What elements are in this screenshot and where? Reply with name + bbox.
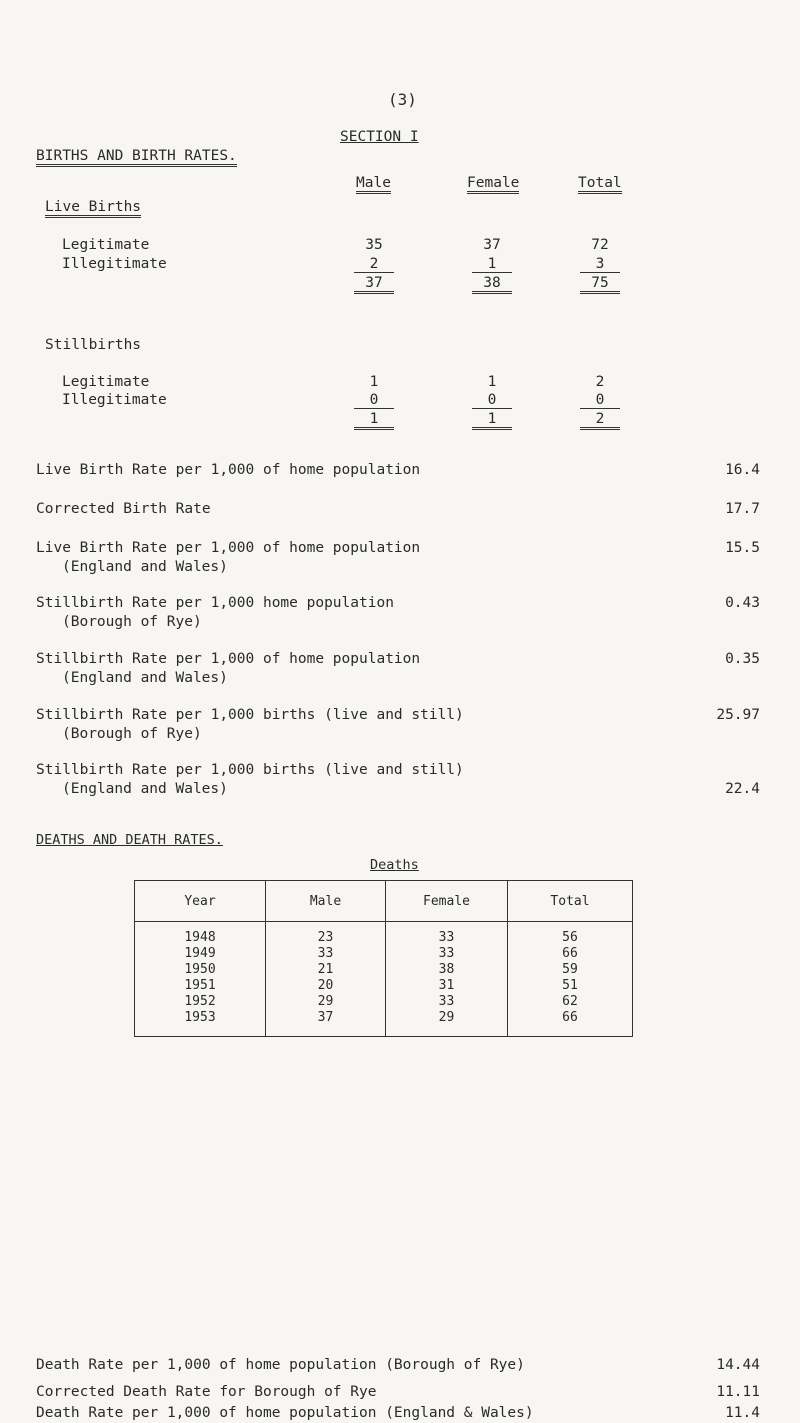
total-cell: 66: [508, 946, 633, 962]
deaths-heading: DEATHS AND DEATH RATES.: [36, 832, 223, 848]
stillbirth-rate-ew-sublabel: (England and Wales): [62, 670, 228, 686]
corrected-birth-rate-value: 17.7: [725, 501, 760, 517]
birth-rate-value: 16.4: [725, 462, 760, 478]
still-total-total: 2: [580, 411, 620, 430]
still-illegit-label: Illegitimate: [62, 392, 167, 408]
stillbirth-births-rate-ew-value: 22.4: [725, 781, 760, 797]
stillbirth-births-rate-rye-label: Stillbirth Rate per 1,000 births (live and still): [36, 707, 464, 723]
col-female-header: Female: [467, 175, 519, 194]
still-legit-male: 1: [369, 374, 379, 390]
still-legit-total: 2: [595, 374, 605, 390]
still-legit-female: 1: [487, 374, 497, 390]
ew-birth-rate-sublabel: (England and Wales): [62, 559, 228, 575]
male-cell: 20: [266, 978, 386, 994]
still-legit-label: Legitimate: [62, 374, 150, 390]
still-illegit-female: 0: [472, 392, 512, 409]
table-row: [135, 922, 633, 947]
male-cell: 37: [266, 1010, 386, 1037]
year-cell: 1951: [135, 978, 266, 994]
corrected-death-rate-label: Corrected Death Rate for Borough of Rye: [36, 1384, 377, 1400]
total-cell: 51: [508, 978, 633, 994]
still-total-female: 1: [472, 411, 512, 430]
stillbirth-rate-rye-sublabel: (Borough of Rye): [62, 614, 202, 630]
col-male-header: Male: [356, 175, 391, 194]
male-cell: 33: [266, 946, 386, 962]
deaths-table-title: Deaths: [370, 857, 419, 873]
table-row: [135, 978, 633, 994]
male-cell: 29: [266, 994, 386, 1010]
stillbirth-rate-rye-label: Stillbirth Rate per 1,000 home population: [36, 595, 394, 611]
total-cell: 66: [508, 1010, 633, 1037]
female-cell: 38: [386, 962, 508, 978]
live-births-label: Live Births: [45, 199, 141, 218]
death-rate-rye-label: Death Rate per 1,000 of home population (Borough of Rye): [36, 1357, 525, 1373]
stillbirth-births-rate-ew-sublabel: (England and Wales): [62, 781, 228, 797]
stillbirth-rate-ew-value: 0.35: [725, 651, 760, 667]
deaths-table: [134, 880, 633, 1037]
year-cell: 1948: [135, 922, 266, 947]
year-cell: 1952: [135, 994, 266, 1010]
live-illegit-male: 2: [354, 256, 394, 273]
stillbirth-births-rate-rye-sublabel: (Borough of Rye): [62, 726, 202, 742]
live-total-female: 38: [472, 275, 512, 294]
table-row: [135, 962, 633, 978]
births-heading: BIRTHS AND BIRTH RATES.: [36, 148, 237, 167]
still-illegit-total: 0: [580, 392, 620, 409]
stillbirth-births-rate-rye-value: 25.97: [716, 707, 760, 723]
total-cell: 56: [508, 922, 633, 947]
stillbirth-births-rate-ew-label: Stillbirth Rate per 1,000 births (live and still): [36, 762, 464, 778]
total-cell: 59: [508, 962, 633, 978]
corrected-birth-rate-label: Corrected Birth Rate: [36, 501, 211, 517]
col-total-header: Total: [578, 175, 622, 194]
female-cell: 33: [386, 946, 508, 962]
still-illegit-male: 0: [354, 392, 394, 409]
live-illegit-total: 3: [580, 256, 620, 273]
stillbirth-rate-ew-label: Stillbirth Rate per 1,000 of home population: [36, 651, 421, 667]
live-legit-male: 35: [365, 237, 383, 253]
table-row: [135, 994, 633, 1010]
live-legit-label: Legitimate: [62, 237, 150, 253]
male-cell: 21: [266, 962, 386, 978]
section-title: SECTION I: [340, 129, 419, 145]
year-cell: 1950: [135, 962, 266, 978]
still-total-male: 1: [354, 411, 394, 430]
total-cell: 62: [508, 994, 633, 1010]
live-legit-total: 72: [591, 237, 609, 253]
ew-birth-rate-label: Live Birth Rate per 1,000 of home population: [36, 540, 421, 556]
male-cell: 23: [266, 922, 386, 947]
year-cell: 1949: [135, 946, 266, 962]
deaths-col-total: Total: [508, 881, 633, 922]
birth-rate-label: Live Birth Rate per 1,000 of home population: [36, 462, 421, 478]
live-total-total: 75: [580, 275, 620, 294]
female-cell: 31: [386, 978, 508, 994]
page-number: (3): [388, 90, 417, 109]
live-illegit-label: Illegitimate: [62, 256, 167, 272]
deaths-col-male: Male: [266, 881, 386, 922]
ew-birth-rate-value: 15.5: [725, 540, 760, 556]
deaths-col-year: Year: [135, 881, 266, 922]
death-rate-rye-value: 14.44: [716, 1357, 760, 1373]
stillbirths-label: Stillbirths: [45, 337, 142, 353]
live-illegit-female: 1: [472, 256, 512, 273]
table-row: [135, 946, 633, 962]
year-cell: 1953: [135, 1010, 266, 1037]
table-row: [135, 1010, 633, 1037]
female-cell: 33: [386, 994, 508, 1010]
deaths-col-female: Female: [386, 881, 508, 922]
live-total-male: 37: [354, 275, 394, 294]
death-rate-ew-label: Death Rate per 1,000 of home population (England & Wales): [36, 1405, 534, 1421]
female-cell: 33: [386, 922, 508, 947]
live-legit-female: 37: [483, 237, 501, 253]
stillbirth-rate-rye-value: 0.43: [725, 595, 760, 611]
corrected-death-rate-value: 11.11: [716, 1384, 760, 1400]
female-cell: 29: [386, 1010, 508, 1037]
death-rate-ew-value: 11.4: [725, 1405, 760, 1421]
deaths-table-header: [135, 881, 633, 922]
